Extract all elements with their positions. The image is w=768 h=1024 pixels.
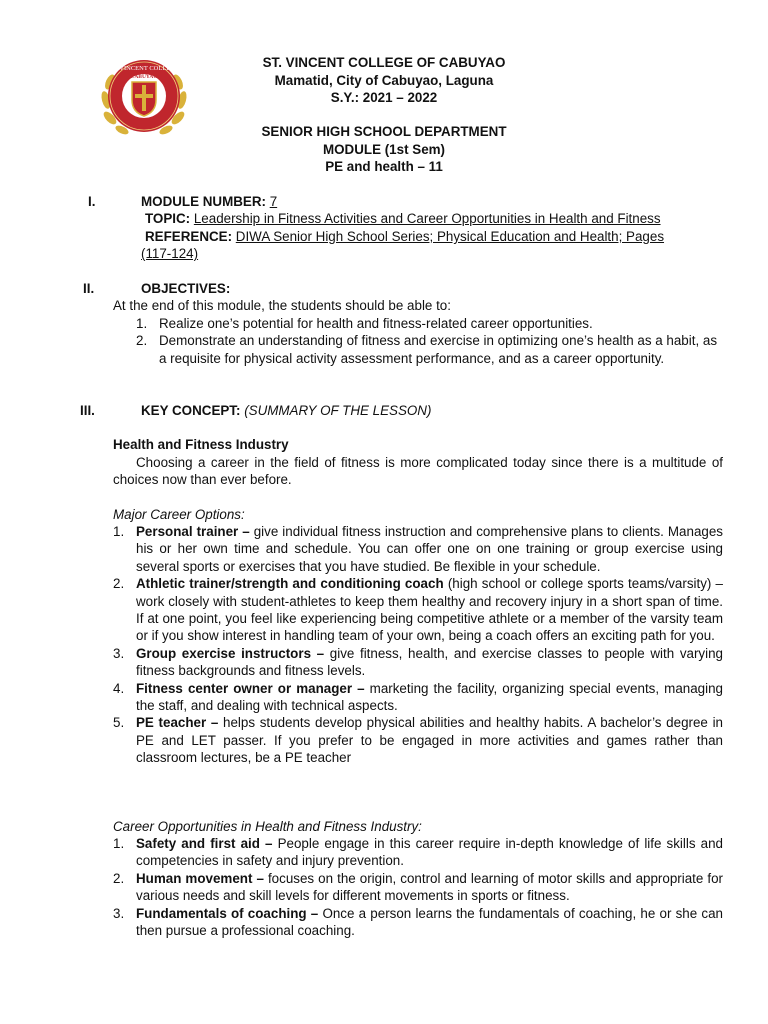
logo-ring-text: ST. VINCENT COLLEGE: [109, 65, 179, 72]
school-header: [200, 54, 568, 107]
school-address: Mamatid, City of Cabuyao, Laguna: [274, 72, 494, 88]
module-sem: MODULE (1st Sem): [322, 141, 446, 157]
school-name: ST. VINCENT COLLEGE OF CABUYAO: [262, 55, 506, 70]
topic-value: Leadership in Fitness Activities and Career Opportunities in Health and Fitness: [193, 211, 661, 226]
career-opportunities-list: [113, 835, 723, 939]
list-item: 2. Athletic trainer/strength and conditioning coach (high school or college sports teams/varsity) – work closely with student-athletes to keep them healthy and recovery injury in a short span of time. If at one point, you feel like experiencing being competitive athlete or a member of the varsity team or if you show interest in handling team of your own, being a coach offers an exciting path for you.: [113, 576, 723, 644]
industry-heading: Health and Fitness Industry: [113, 437, 289, 452]
section-3-number: III.: [80, 403, 95, 418]
industry-paragraph: Choosing a career in the field of fitness is more complicated today since there is a multitude of choices now than ever before.: [113, 455, 723, 488]
module-header: [200, 123, 568, 176]
list-item: 2. Human movement – focuses on the origin, control and learning of motor skills and appropriate for various needs and skill levels for different movements in sports or fitness.: [113, 870, 723, 904]
objectives-intro: At the end of this module, the students should be able to:: [113, 298, 451, 313]
objective-item: 2. Demonstrate an understanding of fitness and exercise in optimizing one’s health as a habit, as a requisite for physical activity assessment performance, and as a career opportunity.: [136, 333, 718, 366]
objective-item: 1. Realize one’s potential for health and fitness-related career opportunities.: [136, 316, 593, 331]
objectives-title: OBJECTIVES:: [141, 281, 231, 296]
major-options-heading: Major Career Options:: [113, 507, 245, 522]
reference-value: DIWA Senior High School Series; Physical Education and Health; Pages: [235, 229, 665, 244]
list-item: 4. Fitness center owner or manager – marketing the facility, organizing special events, managing the staff, and dealing with technical aspects.: [113, 680, 723, 714]
subject: PE and health – 11: [325, 159, 443, 174]
reference-line: [145, 228, 664, 245]
reference-value-cont: (117-124): [141, 246, 199, 261]
school-year: S.Y.: 2021 – 2022: [330, 90, 438, 105]
topic-line: [145, 210, 661, 227]
objectives-list: [136, 315, 721, 367]
key-concept-title: KEY CONCEPT: (SUMMARY OF THE LESSON): [141, 403, 432, 418]
career-opportunities-heading: Career Opportunities in Health and Fitness Industry:: [113, 819, 422, 834]
section-1-number: I.: [88, 194, 96, 209]
list-item: 1. Safety and first aid – People engage in this career require in-depth knowledge of life skills and competencies in safety and injury prevention.: [113, 836, 723, 869]
school-logo: [96, 52, 192, 140]
list-item: 3. Fundamentals of coaching – Once a person learns the fundamentals of coaching, he or she can then pursue a professional coaching.: [113, 905, 723, 939]
reference-label: REFERENCE:: [145, 229, 236, 244]
topic-label: TOPIC:: [145, 211, 194, 226]
module-number-label: MODULE NUMBER:: [141, 194, 270, 209]
list-item: 3. Group exercise instructors – give fitness, health, and exercise classes to people with varying fitness backgrounds and fitness levels.: [113, 645, 723, 679]
list-item: 5. PE teacher – helps students develop physical abilities and healthy habits. A bachelor’s degree in PE and LET passer. If you prefer to be engaged in more activities and games rather than classroom lectures, be a PE teacher: [113, 715, 723, 766]
department: SENIOR HIGH SCHOOL DEPARTMENT: [261, 124, 507, 139]
major-options-list: [113, 523, 723, 767]
module-number-line: [141, 193, 277, 210]
section-2-number: II.: [83, 281, 95, 296]
module-number-value: 7: [269, 194, 278, 209]
logo-mid-text: CABUYAO: [130, 74, 158, 80]
list-item: 1. Personal trainer – give individual fitness instruction and comprehensive plans to clients. Manages his or her own time and schedule. You can offer one on one training or group exercise using several sports or exercises that you have studied. Be flexible in your schedule.: [113, 524, 723, 574]
